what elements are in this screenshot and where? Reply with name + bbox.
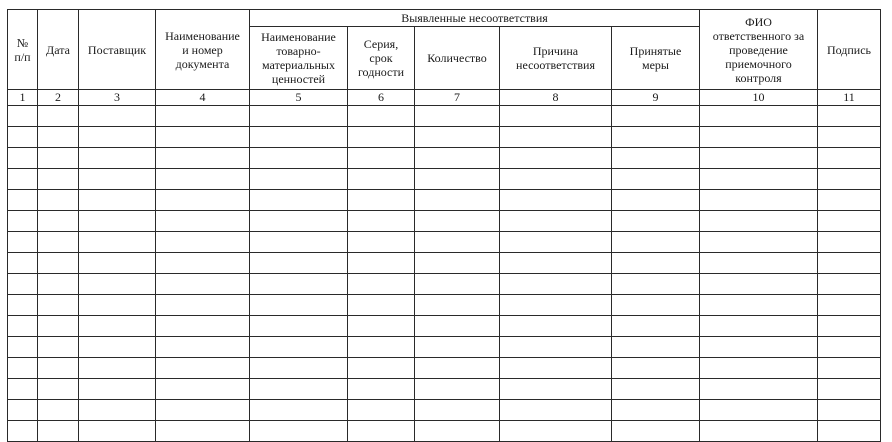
column-number: 7	[415, 90, 500, 106]
table-cell-no[interactable]	[8, 106, 38, 127]
table-cell-doc[interactable]	[156, 379, 250, 400]
table-cell-signature[interactable]	[818, 148, 881, 169]
table-cell-goods[interactable]	[250, 211, 348, 232]
table-cell-doc[interactable]	[156, 169, 250, 190]
table-cell-signature[interactable]	[818, 358, 881, 379]
table-cell-goods[interactable]	[250, 274, 348, 295]
table-cell-measures[interactable]	[612, 253, 700, 274]
table-cell-date[interactable]	[38, 190, 79, 211]
table-cell-series[interactable]	[348, 379, 415, 400]
table-cell-signature[interactable]	[818, 127, 881, 148]
table-cell-supplier[interactable]	[79, 169, 156, 190]
table-cell-date[interactable]	[38, 148, 79, 169]
table-cell-series[interactable]	[348, 400, 415, 421]
table-cell-qty[interactable]	[415, 421, 500, 442]
table-cell-series[interactable]	[348, 358, 415, 379]
table-cell-measures[interactable]	[612, 148, 700, 169]
table-cell-qty[interactable]	[415, 295, 500, 316]
column-number: 4	[156, 90, 250, 106]
table-cell-reason[interactable]	[500, 316, 612, 337]
header-goods: Наименование товарно- материальных ценностей	[250, 27, 348, 90]
table-cell-no[interactable]	[8, 211, 38, 232]
table-cell-reason[interactable]	[500, 106, 612, 127]
table-cell-no[interactable]	[8, 337, 38, 358]
table-cell-reason[interactable]	[500, 274, 612, 295]
table-cell-signature[interactable]	[818, 211, 881, 232]
table-row	[8, 316, 881, 337]
table-cell-date[interactable]	[38, 211, 79, 232]
table-cell-signature[interactable]	[818, 316, 881, 337]
header-date: Дата	[38, 10, 79, 90]
header-document: Наименование и номер документа	[156, 10, 250, 90]
table-cell-signature[interactable]	[818, 232, 881, 253]
table-cell-no[interactable]	[8, 148, 38, 169]
table-cell-goods[interactable]	[250, 106, 348, 127]
table-cell-reason[interactable]	[500, 379, 612, 400]
table-cell-responsible[interactable]	[700, 337, 818, 358]
table-cell-measures[interactable]	[612, 316, 700, 337]
table-cell-date[interactable]	[38, 232, 79, 253]
table-body	[8, 106, 881, 442]
table-cell-measures[interactable]	[612, 337, 700, 358]
table-cell-signature[interactable]	[818, 337, 881, 358]
table-cell-goods[interactable]	[250, 232, 348, 253]
column-number: 3	[79, 90, 156, 106]
table-cell-measures[interactable]	[612, 232, 700, 253]
header-group-nonconformities: Выявленные несоответствия	[250, 10, 700, 27]
table-cell-reason[interactable]	[500, 421, 612, 442]
table-cell-series[interactable]	[348, 190, 415, 211]
table-cell-doc[interactable]	[156, 295, 250, 316]
table-cell-measures[interactable]	[612, 106, 700, 127]
table-row	[8, 400, 881, 421]
column-number: 6	[348, 90, 415, 106]
header-row-top	[8, 10, 881, 27]
table-cell-no[interactable]	[8, 400, 38, 421]
table-cell-measures[interactable]	[612, 295, 700, 316]
table-row	[8, 274, 881, 295]
table-cell-series[interactable]	[348, 106, 415, 127]
table-cell-qty[interactable]	[415, 358, 500, 379]
table-cell-responsible[interactable]	[700, 232, 818, 253]
table-cell-doc[interactable]	[156, 358, 250, 379]
table-cell-no[interactable]	[8, 295, 38, 316]
table-cell-date[interactable]	[38, 337, 79, 358]
table-cell-reason[interactable]	[500, 358, 612, 379]
table-cell-supplier[interactable]	[79, 379, 156, 400]
table-cell-supplier[interactable]	[79, 316, 156, 337]
table-cell-date[interactable]	[38, 295, 79, 316]
table-cell-qty[interactable]	[415, 253, 500, 274]
header-signature: Подпись	[818, 10, 881, 90]
table-cell-goods[interactable]	[250, 253, 348, 274]
table-row	[8, 358, 881, 379]
table-cell-qty[interactable]	[415, 400, 500, 421]
column-number: 11	[818, 90, 881, 106]
table-cell-doc[interactable]	[156, 253, 250, 274]
table-cell-goods[interactable]	[250, 169, 348, 190]
table-cell-no[interactable]	[8, 169, 38, 190]
table-cell-signature[interactable]	[818, 421, 881, 442]
table-cell-reason[interactable]	[500, 148, 612, 169]
table-row	[8, 295, 881, 316]
table-cell-responsible[interactable]	[700, 190, 818, 211]
header-responsible: ФИО ответственного за проведение приемочного контроля	[700, 10, 818, 90]
header-reason: Причина несоответствия	[500, 27, 612, 90]
table-cell-responsible[interactable]	[700, 379, 818, 400]
table-cell-series[interactable]	[348, 211, 415, 232]
table-cell-measures[interactable]	[612, 400, 700, 421]
column-number: 1	[8, 90, 38, 106]
table-cell-qty[interactable]	[415, 190, 500, 211]
table-cell-supplier[interactable]	[79, 190, 156, 211]
column-number: 5	[250, 90, 348, 106]
table-cell-doc[interactable]	[156, 106, 250, 127]
table-cell-no[interactable]	[8, 316, 38, 337]
table-cell-supplier[interactable]	[79, 337, 156, 358]
table-cell-no[interactable]	[8, 253, 38, 274]
table-cell-measures[interactable]	[612, 127, 700, 148]
table-cell-signature[interactable]	[818, 169, 881, 190]
table-cell-supplier[interactable]	[79, 421, 156, 442]
table-cell-measures[interactable]	[612, 421, 700, 442]
table-cell-doc[interactable]	[156, 400, 250, 421]
header-quantity: Количество	[415, 27, 500, 90]
table-cell-responsible[interactable]	[700, 295, 818, 316]
table-cell-series[interactable]	[348, 148, 415, 169]
table-cell-supplier[interactable]	[79, 106, 156, 127]
table-cell-responsible[interactable]	[700, 274, 818, 295]
table-row	[8, 253, 881, 274]
table-cell-measures[interactable]	[612, 169, 700, 190]
header-supplier: Поставщик	[79, 10, 156, 90]
table-cell-series[interactable]	[348, 316, 415, 337]
table-cell-responsible[interactable]	[700, 148, 818, 169]
table-cell-doc[interactable]	[156, 127, 250, 148]
inspection-log-table	[7, 9, 881, 442]
table-cell-qty[interactable]	[415, 169, 500, 190]
table-cell-supplier[interactable]	[79, 253, 156, 274]
table-cell-qty[interactable]	[415, 379, 500, 400]
table-cell-measures[interactable]	[612, 379, 700, 400]
table-cell-no[interactable]	[8, 274, 38, 295]
table-cell-series[interactable]	[348, 253, 415, 274]
column-number: 9	[612, 90, 700, 106]
table-cell-signature[interactable]	[818, 274, 881, 295]
table-cell-goods[interactable]	[250, 295, 348, 316]
table-cell-supplier[interactable]	[79, 358, 156, 379]
table-cell-doc[interactable]	[156, 148, 250, 169]
table-cell-qty[interactable]	[415, 316, 500, 337]
table-cell-supplier[interactable]	[79, 295, 156, 316]
table-cell-reason[interactable]	[500, 295, 612, 316]
table-cell-qty[interactable]	[415, 148, 500, 169]
table-cell-responsible[interactable]	[700, 421, 818, 442]
table-cell-goods[interactable]	[250, 400, 348, 421]
table-cell-responsible[interactable]	[700, 211, 818, 232]
table-row	[8, 379, 881, 400]
table-cell-date[interactable]	[38, 358, 79, 379]
table-cell-signature[interactable]	[818, 190, 881, 211]
table-cell-reason[interactable]	[500, 232, 612, 253]
table-cell-qty[interactable]	[415, 337, 500, 358]
table-cell-goods[interactable]	[250, 316, 348, 337]
table-cell-date[interactable]	[38, 400, 79, 421]
table-cell-series[interactable]	[348, 232, 415, 253]
table-cell-responsible[interactable]	[700, 169, 818, 190]
header-no: № п/п	[8, 10, 38, 90]
table-cell-series[interactable]	[348, 169, 415, 190]
table-cell-no[interactable]	[8, 379, 38, 400]
table-cell-supplier[interactable]	[79, 274, 156, 295]
table-cell-responsible[interactable]	[700, 253, 818, 274]
table-cell-qty[interactable]	[415, 106, 500, 127]
table-cell-goods[interactable]	[250, 190, 348, 211]
header-measures: Принятые меры	[612, 27, 700, 90]
table-cell-goods[interactable]	[250, 421, 348, 442]
table-cell-no[interactable]	[8, 190, 38, 211]
table-cell-doc[interactable]	[156, 274, 250, 295]
table-row	[8, 211, 881, 232]
table-cell-signature[interactable]	[818, 295, 881, 316]
table-row	[8, 127, 881, 148]
table-cell-responsible[interactable]	[700, 358, 818, 379]
table-cell-qty[interactable]	[415, 211, 500, 232]
table-cell-signature[interactable]	[818, 379, 881, 400]
table-cell-reason[interactable]	[500, 400, 612, 421]
document-page	[7, 9, 881, 442]
table-cell-date[interactable]	[38, 253, 79, 274]
table-cell-reason[interactable]	[500, 211, 612, 232]
table-row	[8, 337, 881, 358]
column-number: 2	[38, 90, 79, 106]
table-cell-responsible[interactable]	[700, 400, 818, 421]
table-cell-reason[interactable]	[500, 253, 612, 274]
table-cell-doc[interactable]	[156, 316, 250, 337]
table-cell-qty[interactable]	[415, 232, 500, 253]
table-row	[8, 421, 881, 442]
table-cell-no[interactable]	[8, 232, 38, 253]
table-cell-date[interactable]	[38, 421, 79, 442]
table-cell-signature[interactable]	[818, 253, 881, 274]
table-cell-series[interactable]	[348, 295, 415, 316]
table-cell-no[interactable]	[8, 358, 38, 379]
table-cell-doc[interactable]	[156, 232, 250, 253]
table-cell-doc[interactable]	[156, 190, 250, 211]
table-cell-date[interactable]	[38, 316, 79, 337]
table-cell-supplier[interactable]	[79, 148, 156, 169]
table-cell-reason[interactable]	[500, 190, 612, 211]
table-row	[8, 148, 881, 169]
table-cell-qty[interactable]	[415, 274, 500, 295]
column-number: 10	[700, 90, 818, 106]
table-cell-supplier[interactable]	[79, 211, 156, 232]
table-cell-measures[interactable]	[612, 190, 700, 211]
table-cell-responsible[interactable]	[700, 127, 818, 148]
table-cell-responsible[interactable]	[700, 106, 818, 127]
table-cell-series[interactable]	[348, 127, 415, 148]
header-series: Серия, срок годности	[348, 27, 415, 90]
table-cell-goods[interactable]	[250, 358, 348, 379]
table-cell-reason[interactable]	[500, 169, 612, 190]
table-cell-date[interactable]	[38, 127, 79, 148]
table-cell-reason[interactable]	[500, 337, 612, 358]
table-cell-doc[interactable]	[156, 421, 250, 442]
table-cell-date[interactable]	[38, 106, 79, 127]
table-cell-doc[interactable]	[156, 337, 250, 358]
table-cell-measures[interactable]	[612, 358, 700, 379]
table-cell-date[interactable]	[38, 274, 79, 295]
table-cell-goods[interactable]	[250, 148, 348, 169]
table-cell-no[interactable]	[8, 421, 38, 442]
table-row	[8, 190, 881, 211]
table-cell-supplier[interactable]	[79, 400, 156, 421]
table-cell-measures[interactable]	[612, 211, 700, 232]
table-cell-supplier[interactable]	[79, 127, 156, 148]
table-cell-supplier[interactable]	[79, 232, 156, 253]
column-number: 8	[500, 90, 612, 106]
table-cell-signature[interactable]	[818, 106, 881, 127]
table-cell-goods[interactable]	[250, 337, 348, 358]
column-number-row	[8, 90, 881, 106]
table-cell-series[interactable]	[348, 274, 415, 295]
table-row	[8, 106, 881, 127]
table-cell-measures[interactable]	[612, 274, 700, 295]
table-cell-responsible[interactable]	[700, 316, 818, 337]
table-cell-doc[interactable]	[156, 211, 250, 232]
table-cell-goods[interactable]	[250, 127, 348, 148]
table-row	[8, 232, 881, 253]
table-cell-date[interactable]	[38, 379, 79, 400]
table-cell-series[interactable]	[348, 337, 415, 358]
table-row	[8, 169, 881, 190]
table-cell-no[interactable]	[8, 127, 38, 148]
table-cell-reason[interactable]	[500, 127, 612, 148]
table-cell-series[interactable]	[348, 421, 415, 442]
table-cell-date[interactable]	[38, 169, 79, 190]
table-cell-signature[interactable]	[818, 400, 881, 421]
table-cell-qty[interactable]	[415, 127, 500, 148]
table-cell-goods[interactable]	[250, 379, 348, 400]
